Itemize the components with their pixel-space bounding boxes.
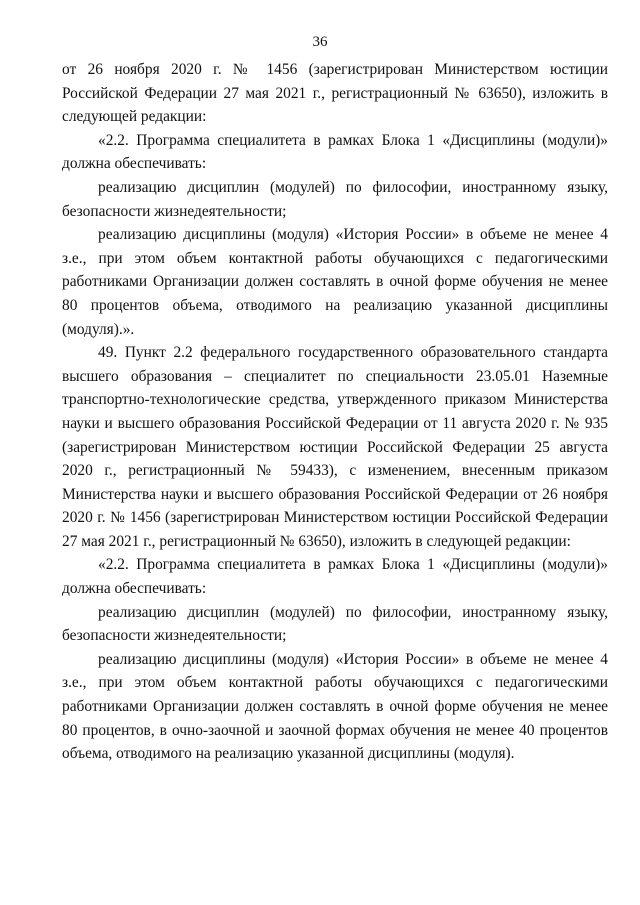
paragraph-history-russia-second: реализацию дисциплины (модуля) «История России» в объеме не менее 4 з.е., при этом объем контактной работы обучающихся с педагогическими работниками Организации должен составлять в очной форме обучения не менее 80 процентов, в очно-заочной и заочной формах обучения не менее 40 процентов объема, отводимого на реализацию указанной дисциплины (модуля). — [62, 650, 608, 763]
document-body — [62, 58, 608, 766]
page-number: 36 — [312, 34, 328, 50]
paragraph-continuation: от 26 ноября 2020 г. № 1456 (зарегистрирован Министерством юстиции Российской Федерации 27 мая 2021 г., регистрационный № 63650), изложить в следующей редакции: — [62, 61, 608, 126]
paragraph-disciplines-second: реализацию дисциплин (модулей) по философии, иностранному языку, безопасности жизнедеятельности; — [62, 603, 608, 645]
paragraph-disciplines: реализацию дисциплин (модулей) по философии, иностранному языку, безопасности жизнедеятельности; — [62, 178, 608, 220]
paragraph-quote-2-2-second: «2.2. Программа специалитета в рамках Блока 1 «Дисциплины (модули)» должна обеспечивать: — [62, 556, 608, 598]
paragraph-history-russia: реализацию дисциплины (модуля) «История России» в объеме не менее 4 з.е., при этом объем контактной работы обучающихся с педагогическими работниками Организации должен составлять в очной форме обучения не менее 80 процентов объема, отводимого на реализацию указанной дисциплины (модуля).». — [62, 226, 608, 338]
paragraph-quote-2-2: «2.2. Программа специалитета в рамках Блока 1 «Дисциплины (модули)» должна обеспечивать: — [62, 131, 608, 173]
paragraph-item-49: 49. Пункт 2.2 федерального государственного образовательного стандарта высшего образования – специалитет по специальности 23.05.01 Наземные транспортно-технологические средства, утвержденного приказом Министерства науки и высшего образования Российской Федерации от 11 августа 2020 г. № 935 (зарегистрирован Министерством юстиции Российской Федерации 25 августа 2020 г., регистрационный № 59433), с изменением, внесенным приказом Министерства науки и высшего образования Российской Федерации от 26 ноября 2020 г. № 1456 (зарегистрирован Министерством юстиции Российской Федерации 27 мая 2021 г., регистрационный № 63650), изложить в следующей редакции: — [62, 344, 608, 550]
